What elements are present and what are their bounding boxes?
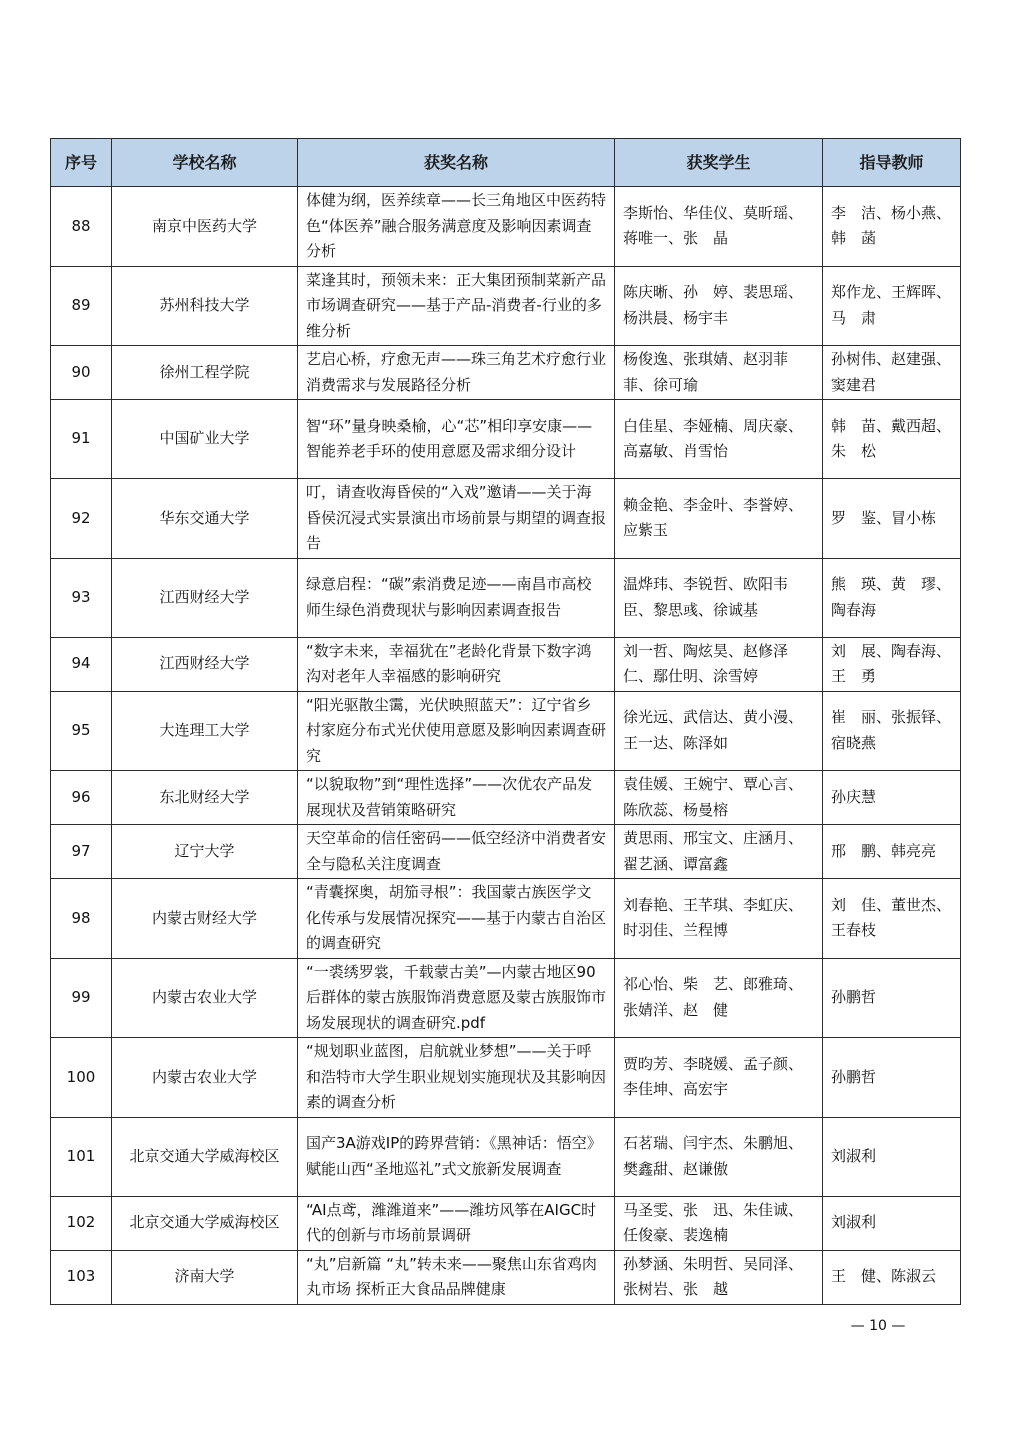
table-row	[51, 879, 961, 959]
award-students: 温烨玮、李锐哲、欧阳韦臣、黎思彧、徐诚基	[615, 558, 823, 637]
advisor-teachers: 刘 展、陶春海、王 勇	[823, 637, 961, 691]
advisor-teachers: 崔 丽、张振铎、宿晓燕	[823, 691, 961, 771]
award-title: 天空革命的信任密码——低空经济中消费者安全与隐私关注度调查	[298, 825, 615, 879]
school-name: 内蒙古农业大学	[112, 1038, 298, 1118]
table-row	[51, 346, 961, 400]
header-no: 序号	[51, 139, 112, 187]
header-students: 获奖学生	[615, 139, 823, 187]
row-number: 91	[51, 400, 112, 479]
award-title: “一裘绣罗裳，千载蒙古美”—内蒙古地区90后群体的蒙古族服饰消费意愿及蒙古族服饰市场发展现状的调查研究.pdf	[298, 958, 615, 1038]
advisor-teachers: 刘淑利	[823, 1117, 961, 1196]
table-row	[51, 479, 961, 559]
award-title: “AI点鸢，潍潍道来”——潍坊风筝在AIGC时代的创新与市场前景调研	[298, 1196, 615, 1250]
page-number: — 10 —	[850, 1318, 906, 1334]
school-name: 华东交通大学	[112, 479, 298, 559]
award-title: 国产3A游戏IP的跨界营销：《黑神话：悟空》赋能山西“圣地巡礼”式文旅新发展调查	[298, 1117, 615, 1196]
award-title: 体健为纲，医养续章——长三角地区中医药特色“体医养”融合服务满意度及影响因素调查分析	[298, 187, 615, 267]
row-number: 92	[51, 479, 112, 559]
advisor-teachers: 孙树伟、赵建强、窦建君	[823, 346, 961, 400]
school-name: 中国矿业大学	[112, 400, 298, 479]
table-row	[51, 1196, 961, 1250]
advisor-teachers: 熊 瑛、黄 璆、陶春海	[823, 558, 961, 637]
advisor-teachers: 韩 苗、戴西超、朱 松	[823, 400, 961, 479]
row-number: 99	[51, 958, 112, 1038]
award-students: 徐光远、武信达、黄小漫、王一达、陈泽如	[615, 691, 823, 771]
table-row	[51, 825, 961, 879]
school-name: 内蒙古农业大学	[112, 958, 298, 1038]
row-number: 95	[51, 691, 112, 771]
row-number: 103	[51, 1250, 112, 1304]
advisor-teachers: 刘淑利	[823, 1196, 961, 1250]
table-row	[51, 400, 961, 479]
school-name: 江西财经大学	[112, 637, 298, 691]
table-row	[51, 1117, 961, 1196]
row-number: 102	[51, 1196, 112, 1250]
table-row	[51, 187, 961, 267]
award-title: “数字未来，幸福犹在”老龄化背景下数字鸿沟对老年人幸福感的影响研究	[298, 637, 615, 691]
table-row	[51, 1250, 961, 1304]
award-students: 赖金艳、李金叶、李誉婷、应紫玉	[615, 479, 823, 559]
row-number: 90	[51, 346, 112, 400]
advisor-teachers: 罗 鉴、冒小栋	[823, 479, 961, 559]
header-teachers: 指导教师	[823, 139, 961, 187]
awards-table	[50, 138, 961, 1305]
table-row	[51, 691, 961, 771]
row-number: 89	[51, 266, 112, 346]
advisor-teachers: 邢 鹏、韩亮亮	[823, 825, 961, 879]
award-students: 袁佳媛、王婉宁、覃心言、陈欣蕊、杨曼榕	[615, 771, 823, 825]
award-students: 祁心怡、柴 艺、郎雅琦、张婧洋、赵 健	[615, 958, 823, 1038]
row-number: 96	[51, 771, 112, 825]
advisor-teachers: 郑作龙、王辉晖、马 肃	[823, 266, 961, 346]
row-number: 100	[51, 1038, 112, 1118]
table-row	[51, 266, 961, 346]
row-number: 101	[51, 1117, 112, 1196]
award-students: 陈庆晰、孙 婷、裴思瑶、杨洪晨、杨宇丰	[615, 266, 823, 346]
table-row	[51, 1038, 961, 1118]
advisor-teachers: 孙鹏哲	[823, 958, 961, 1038]
award-students: 贾昀芳、李晓媛、孟子颜、李佳坤、高宏宇	[615, 1038, 823, 1118]
award-title: 绿意启程：“碳”索消费足迹——南昌市高校师生绿色消费现状与影响因素调查报告	[298, 558, 615, 637]
award-title: 菜逢其时，预领未来：正大集团预制菜新产品市场调查研究——基于产品-消费者-行业的多维分析	[298, 266, 615, 346]
award-title: “青囊探奥，胡笳寻根”：我国蒙古族医学文化传承与发展情况探究——基于内蒙古自治区的调查研究	[298, 879, 615, 959]
award-title: “规划职业蓝图，启航就业梦想”——关于呼和浩特市大学生职业规划实施现状及其影响因素的调查分析	[298, 1038, 615, 1118]
award-title: “阳光驱散尘霭，光伏映照蓝天”：辽宁省乡村家庭分布式光伏使用意愿及影响因素调查研究	[298, 691, 615, 771]
table-row	[51, 637, 961, 691]
school-name: 苏州科技大学	[112, 266, 298, 346]
advisor-teachers: 李 洁、杨小燕、韩 菡	[823, 187, 961, 267]
award-students: 刘春艳、王芊琪、李虹庆、时羽佳、兰程博	[615, 879, 823, 959]
table-row	[51, 958, 961, 1038]
school-name: 济南大学	[112, 1250, 298, 1304]
school-name: 北京交通大学威海校区	[112, 1196, 298, 1250]
school-name: 大连理工大学	[112, 691, 298, 771]
row-number: 93	[51, 558, 112, 637]
row-number: 88	[51, 187, 112, 267]
school-name: 内蒙古财经大学	[112, 879, 298, 959]
award-students: 石茗瑞、闫宇杰、朱鹏旭、樊鑫甜、赵谦傲	[615, 1117, 823, 1196]
row-number: 94	[51, 637, 112, 691]
row-number: 98	[51, 879, 112, 959]
school-name: 江西财经大学	[112, 558, 298, 637]
award-title: “丸”启新篇 “丸”转未来——聚焦山东省鸡肉丸市场 探析正大食品品牌健康	[298, 1250, 615, 1304]
award-students: 黄思雨、邢宝文、庄涵月、翟艺涵、谭富鑫	[615, 825, 823, 879]
award-title: 艺启心桥，疗愈无声——珠三角艺术疗愈行业消费需求与发展路径分析	[298, 346, 615, 400]
school-name: 北京交通大学威海校区	[112, 1117, 298, 1196]
table-row	[51, 771, 961, 825]
award-title: “以貌取物”到“理性选择”——次优农产品发展现状及营销策略研究	[298, 771, 615, 825]
table-header-row	[51, 139, 961, 187]
award-title: 智“环”量身映桑榆，心“芯”相印享安康——智能养老手环的使用意愿及需求细分设计	[298, 400, 615, 479]
advisor-teachers: 孙鹏哲	[823, 1038, 961, 1118]
header-school: 学校名称	[112, 139, 298, 187]
award-students: 杨俊逸、张琪婧、赵羽菲菲、徐可瑜	[615, 346, 823, 400]
row-number: 97	[51, 825, 112, 879]
header-award-title: 获奖名称	[298, 139, 615, 187]
table-row	[51, 558, 961, 637]
award-students: 白佳星、李娅楠、周庆豪、高嘉敏、肖雪怡	[615, 400, 823, 479]
award-title: 叮，请查收海昏侯的“入戏”邀请——关于海昏侯沉浸式实景演出市场前景与期望的调查报告	[298, 479, 615, 559]
school-name: 徐州工程学院	[112, 346, 298, 400]
award-students: 孙梦涵、朱明哲、吴同泽、张树岩、张 越	[615, 1250, 823, 1304]
award-students: 李斯怡、华佳仪、莫昕瑶、蒋唯一、张 晶	[615, 187, 823, 267]
award-students: 马圣雯、张 迅、朱佳诚、任俊豪、裴逸楠	[615, 1196, 823, 1250]
advisor-teachers: 孙庆慧	[823, 771, 961, 825]
school-name: 东北财经大学	[112, 771, 298, 825]
award-students: 刘一哲、陶炫昊、赵修泽仁、鄢仕明、涂雪婷	[615, 637, 823, 691]
advisor-teachers: 王 健、陈淑云	[823, 1250, 961, 1304]
school-name: 南京中医药大学	[112, 187, 298, 267]
advisor-teachers: 刘 佳、董世杰、王春枝	[823, 879, 961, 959]
school-name: 辽宁大学	[112, 825, 298, 879]
